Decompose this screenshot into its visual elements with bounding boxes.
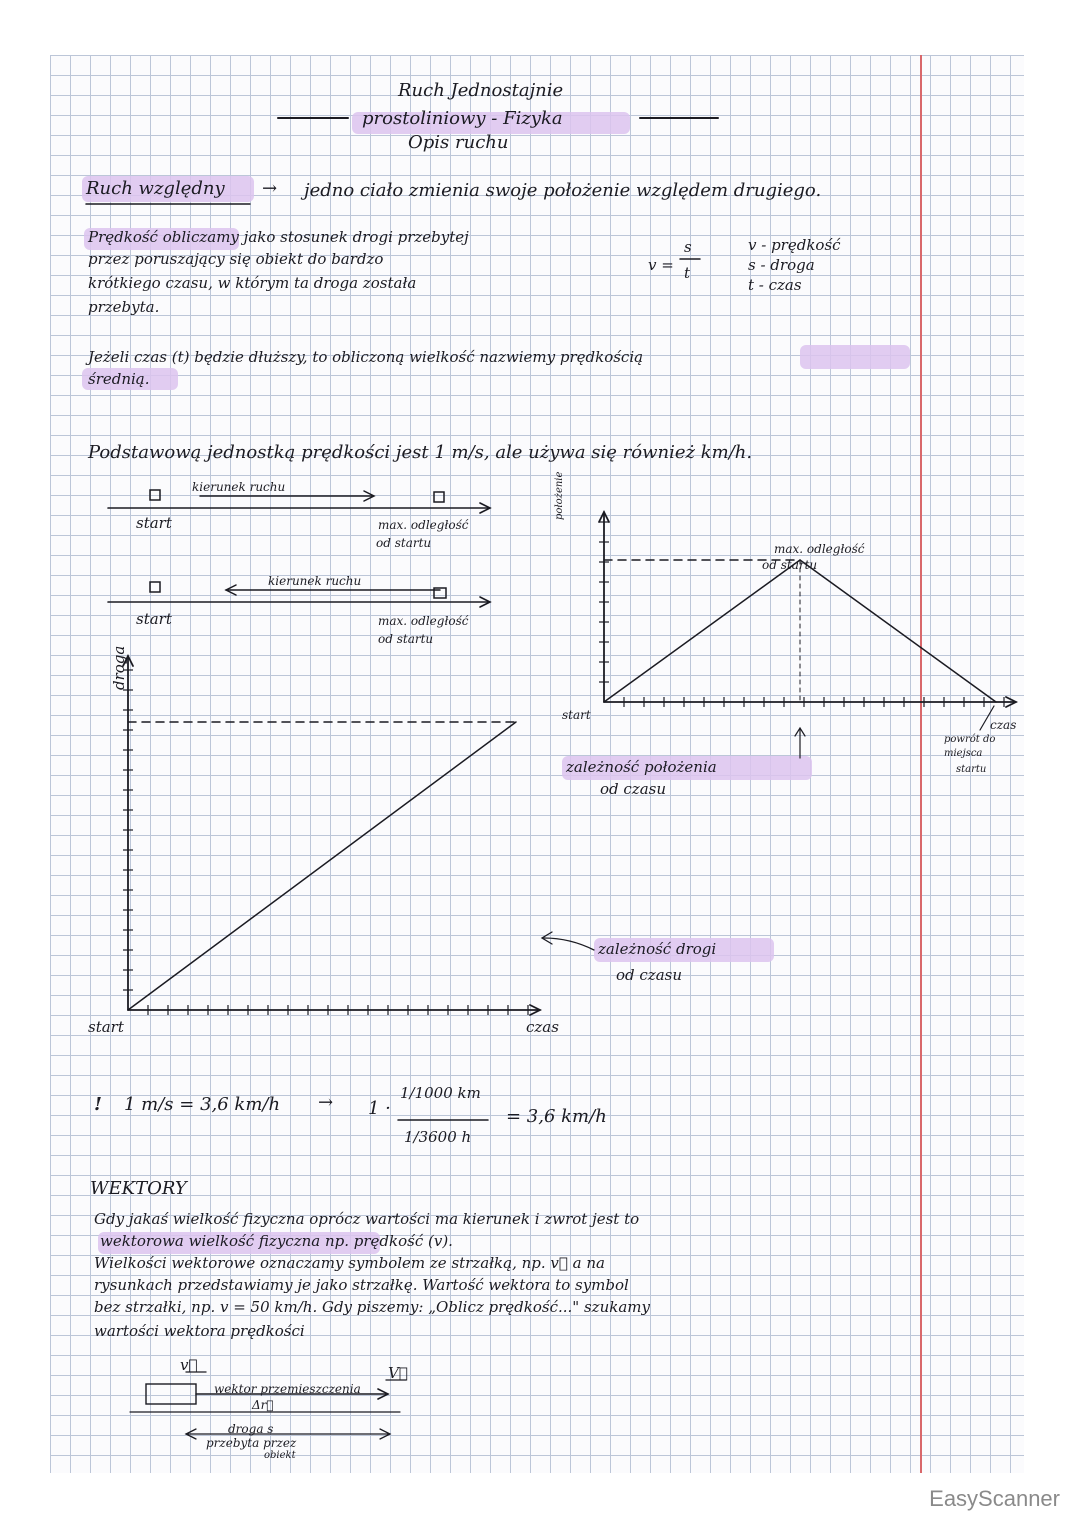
position-peak-label-a: max. odległość (774, 542, 865, 556)
position-peak-label-b: od startu (762, 558, 818, 572)
title-line-3: Opis ruchu (408, 132, 509, 153)
direction-label-1: kierunek ruchu (192, 480, 286, 494)
conversion-lhs: 1 m/s = 3,6 km/h (124, 1094, 281, 1115)
distance-line (128, 722, 516, 1010)
conversion-result: = 3,6 km/h (506, 1106, 607, 1127)
velocity-legend-s: s - droga (748, 256, 815, 274)
relative-motion-arrow: → (262, 178, 278, 199)
return-label-b: miejsca (944, 748, 983, 759)
title-line-1: Ruch Jednostajnie (398, 80, 564, 101)
brand-watermark: EasyScanner (929, 1486, 1060, 1511)
position-caption-b: od czasu (600, 780, 667, 798)
object-end-1 (434, 492, 444, 502)
vectors-line-5: bez strzałki, np. v = 50 km/h. Gdy piszemy: „Oblicz prędkość..." szukamy (94, 1298, 650, 1316)
path-label-b: przebyta przez (206, 1436, 297, 1450)
start-label-2: start (136, 610, 172, 628)
distance-origin-label: start (88, 1018, 124, 1036)
position-origin-label: start (562, 708, 591, 722)
object-start-1 (150, 490, 160, 500)
return-label-c: startu (956, 764, 987, 775)
average-speed-line-1: Jeżeli czas (t) będzie dłuższy, to obliczoną wielkość nazwiemy prędkością (88, 348, 644, 366)
vectors-line-1: Gdy jakaś wielkość fizyczna oprócz wartości ma kierunek i zwrot jest to (94, 1210, 640, 1228)
conversion-arrow: → (318, 1092, 334, 1113)
distance-y-axis-label: droga (110, 645, 128, 690)
position-caption-a: zależność położenia (566, 758, 717, 776)
distance-x-axis-label: czas (526, 1018, 559, 1036)
velocity-line-3: krótkiego czasu, w którym ta droga została (88, 274, 417, 292)
position-x-axis-label: czas (990, 718, 1017, 732)
displacement-label: wektor przemieszczenia (214, 1382, 361, 1396)
velocity-legend-v: v - prędkość (748, 236, 841, 254)
displacement-symbol: Δr⃗ (252, 1398, 274, 1412)
vectors-line-3: Wielkości wektorowe oznaczamy symbolem ze strzałką, np. v⃗ a na (94, 1254, 605, 1272)
relative-motion-term: Ruch względny (86, 178, 225, 199)
max-label-1a: max. odległość (378, 518, 469, 532)
velocity-line-4: przebyta. (88, 298, 160, 316)
vector-diagram-v-label: v⃗ (180, 1356, 198, 1374)
velocity-formula-denominator: t (684, 264, 691, 282)
max-label-2b: od startu (378, 632, 434, 646)
max-label-2a: max. odległość (378, 614, 469, 628)
return-label-a: powrót do (944, 734, 996, 745)
relative-motion-definition: jedno ciało zmienia swoje położenie względem drugiego. (304, 180, 822, 201)
conversion-denominator: 1/3600 h (404, 1128, 472, 1146)
conversion-bang: ! (94, 1094, 102, 1115)
return-pointer (980, 706, 994, 730)
distance-caption-b: od czasu (616, 966, 683, 984)
position-rise-line (604, 560, 800, 702)
position-fall-line (800, 560, 996, 702)
distance-caption-a: zależność drogi (598, 940, 717, 958)
velocity-legend-t: t - czas (748, 276, 802, 294)
conversion-factor: 1 · (368, 1098, 391, 1119)
units-note: Podstawową jednostką prędkości jest 1 m/s, ale używa się również km/h. (88, 442, 753, 463)
vectors-line-6: wartości wektora prędkości (94, 1322, 305, 1340)
velocity-formula-numerator: s (684, 238, 692, 256)
vectors-line-4: rysunkach przedstawiamy je jako strzałkę. Wartość wektora to symbol (94, 1276, 629, 1294)
direction-label-2: kierunek ruchu (268, 574, 362, 588)
position-y-axis-label: położenie (554, 471, 565, 520)
vectors-heading: WEKTORY (90, 1178, 187, 1199)
average-speed-line-2: średnią. (88, 370, 150, 388)
title-line-2: prostoliniowy - Fizyka (362, 108, 563, 129)
conversion-numerator: 1/1000 km (400, 1084, 481, 1102)
object-start-2 (150, 582, 160, 592)
vector-diagram-v2-label: V⃗ (388, 1364, 408, 1382)
path-label-a: droga s (228, 1422, 274, 1436)
velocity-formula-lhs: v = (648, 256, 674, 274)
max-label-1b: od startu (376, 536, 432, 550)
path-label-c: obiekt (264, 1450, 296, 1461)
velocity-line-1: Prędkość obliczamy jako stosunek drogi przebytej (88, 228, 469, 246)
start-label-1: start (136, 514, 172, 532)
vector-object-box (146, 1384, 196, 1404)
vectors-line-2: wektorowa wielkość fizyczna np. prędkość (v). (100, 1232, 453, 1250)
velocity-line-2: przez poruszający się obiekt do bardzo (88, 250, 384, 268)
